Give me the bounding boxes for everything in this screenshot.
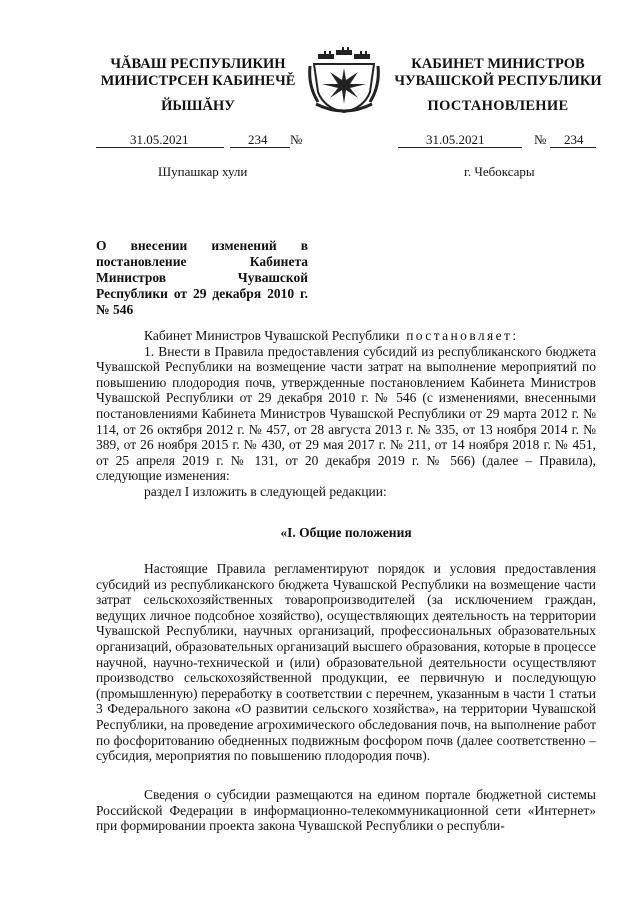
ministry-name-russian-line2: ЧУВАШСКОЙ РЕСПУБЛИКИ — [394, 73, 602, 89]
header-right — [382, 56, 614, 90]
date-number-right — [398, 132, 598, 148]
date-number-left — [96, 132, 310, 148]
intro-paragraph — [96, 328, 596, 344]
body-paragraph-1 — [96, 561, 596, 764]
document-type-russian: ПОСТАНОВЛЕНИЕ — [427, 98, 569, 114]
body-first-block — [96, 328, 596, 500]
section-instruction: раздел I изложить в следующей редакции: — [144, 483, 387, 499]
place-chuvash: Шупашкар хули — [158, 164, 248, 179]
date-right: 31.05.2021 — [426, 132, 485, 147]
intro-spaced-verb: постановляет: — [406, 328, 519, 343]
ministry-name-chuvash-line1: ЧĂВАШ РЕСПУБЛИКИН — [110, 56, 286, 72]
coat-of-arms-emblem — [306, 36, 382, 116]
section-heading: «I. Общие положения — [280, 525, 412, 540]
paragraph-general-provisions: Настоящие Правила регламентируют порядок и условия предоставления субсидий из республиканского бюджета Чувашской Республики на возмещение части затрат сельскохозяйственных товаропроизводителей (за исключением граждан, ведущих личное подсобное хозяйство), осуществляющих деятельность на территории Чувашской Республики, научных организаций, профессиональных образовательных организаций, образовательных организаций высшего образования, которые в процессе научной, научно-технической и (или) образовательной деятельности осуществляют производство сельскохозяйственной продукции, ее первичную и последующую (промышленную) переработку в соответствии с перечнем, указанным в части 1 статьи 3 Федерального закона «О развитии сельского хозяйства», на территории Чувашской Республики, на проведение агрохимического обследования почв, на выполнение работ по фосфоритованию обедненных подвижным фосфором почв (далее соответственно – субсидия, мероприятия по повышению плодородия почв). — [96, 561, 596, 764]
paragraph-subsidy-info: Сведения о субсидии размещаются на едином портале бюджетной системы Российской Федерации в информационно-телекоммуникационной сети «Интернет» при формировании проекта закона Чувашской Республики о республи- — [96, 787, 596, 834]
body-paragraph-2 — [96, 787, 596, 834]
document-type-chuvash: ЙЫШĂНУ — [161, 98, 235, 114]
number-sign-left: № — [290, 132, 303, 147]
item-1-paragraph: 1. Внести в Правила предоставления субсидий из республиканского бюджета Чувашской Республики на возмещение части затрат на выполнение мероприятий по повышению плодородия почв, утвержденные постановлением Кабинета Министров Чувашской Республики от 29 декабря 2010 г. № 546 (с изменениями, внесенными постановлениями Кабинета Министров Чувашской Республики от 29 марта 2012 г. № 114, от 26 октября 2012 г. № 457, от 28 августа 2013 г. № 335, от 13 ноября 2014 г. № 389, от 26 ноября 2015 г. № 430, от 29 мая 2017 г. № 211, от 14 ноября 2018 г. № 451, от 25 апреля 2019 г. № 131, от 20 декабря 2019 г. № 566) (далее – Правила), следующие изменения: — [96, 343, 596, 484]
document-subject: О внесении изменений в постановление Кабинета Министров Чувашской Республики от 29 декабря 2010 г. № 546 — [96, 238, 308, 317]
number-sign-right: № — [534, 132, 547, 147]
ministry-name-chuvash-line2: МИНИСТРСЕН КАБИНЕЧĚ — [100, 73, 296, 89]
date-left: 31.05.2021 — [130, 132, 189, 147]
header-left — [88, 56, 308, 90]
intro-text: Кабинет Министров Чувашской Республики — [144, 328, 400, 343]
number-right: 234 — [564, 132, 584, 147]
place-russian: г. Чебоксары — [464, 164, 535, 179]
ministry-name-russian-line1: КАБИНЕТ МИНИСТРОВ — [411, 56, 585, 72]
number-left: 234 — [248, 132, 268, 147]
